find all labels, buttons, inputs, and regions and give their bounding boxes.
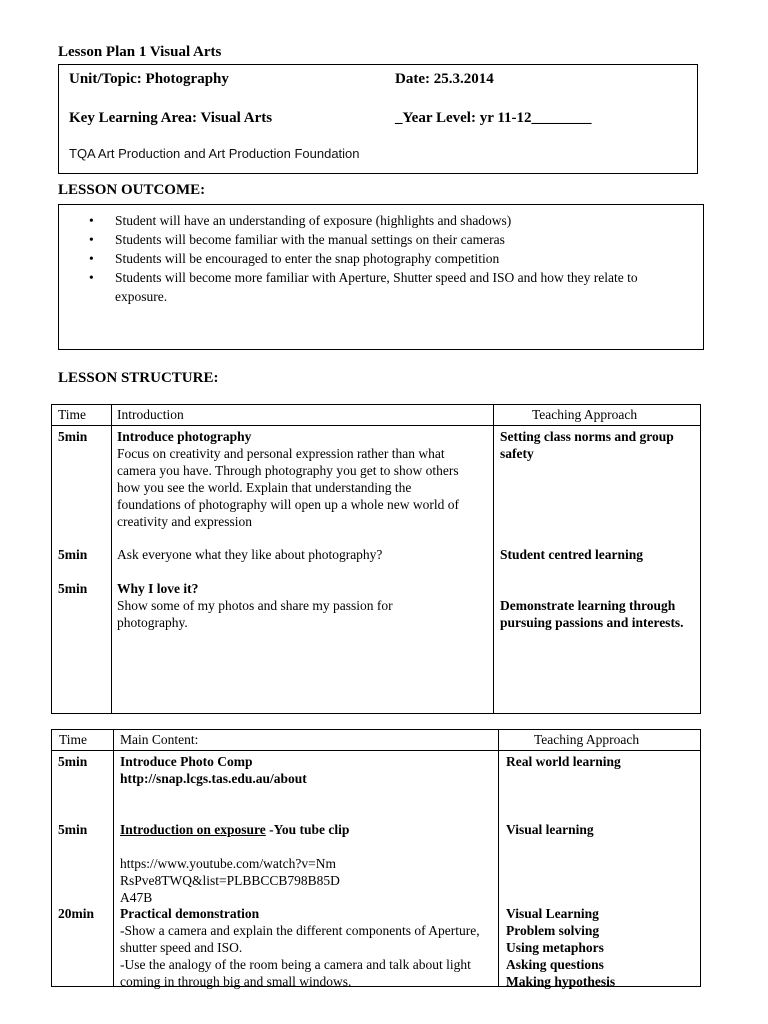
approach-cell: Setting class norms and group safety xyxy=(500,429,674,461)
row-heading: Practical demonstration xyxy=(120,906,260,921)
time-cell: 5min xyxy=(58,754,88,769)
list-item: • Student will have an understanding of exposure (highlights and shadows) xyxy=(89,213,512,228)
lesson-date: Date: 25.3.2014 xyxy=(395,71,494,87)
column-header-teaching-approach: Teaching Approach xyxy=(499,730,701,751)
row-heading: Introduction on exposure xyxy=(120,822,266,837)
row-text: Show some of my photos and share my passion for photography. xyxy=(117,598,393,630)
list-item: • Students will become familiar with the manual settings on their cameras xyxy=(89,232,505,247)
lesson-header-box xyxy=(58,64,698,174)
list-item: Asking questions xyxy=(506,957,604,972)
list-item: • Students will be encouraged to enter the snap photography competition xyxy=(89,251,500,266)
key-learning-area: Key Learning Area: Visual Arts xyxy=(69,110,273,126)
table-row xyxy=(52,751,701,987)
list-item: Problem solving xyxy=(506,923,600,938)
approach-cell: Real world learning xyxy=(506,754,621,769)
year-level: _Year Level: yr 11-12________ xyxy=(395,110,592,126)
course-note: TQA Art Production and Art Production Foundation xyxy=(69,146,360,161)
unit-topic: Unit/Topic: Photography xyxy=(69,71,229,87)
bullet-icon: • xyxy=(89,251,94,266)
approach-cell: Demonstrate learning through pursuing passions and interests. xyxy=(500,598,684,630)
row-heading-suffix: -You tube clip xyxy=(265,822,350,837)
time-cell: 5min xyxy=(58,822,88,837)
table-row xyxy=(52,426,701,714)
bullet-icon: • xyxy=(89,270,94,285)
bullet-icon: • xyxy=(89,232,94,247)
row-heading: Introduce Photo Comp xyxy=(120,754,253,769)
list-item: Making hypothesis xyxy=(506,974,616,989)
lesson-structure-title: LESSON STRUCTURE: xyxy=(58,370,219,386)
lesson-outcome-box xyxy=(58,204,704,350)
row-text: Ask everyone what they like about photography? xyxy=(117,547,383,562)
column-header-teaching-approach: Teaching Approach xyxy=(494,405,701,426)
table-header-row xyxy=(52,730,701,751)
outcome-list xyxy=(89,211,669,306)
column-header-introduction: Introduction xyxy=(112,405,494,426)
row-text: Focus on creativity and personal expression rather than what camera you have. Through photography you get to show others how you see the world. Explain that understanding the foundations of photography will open up a whole new world of creativity and expression xyxy=(117,446,459,529)
row-text: -Show a camera and explain the different components of Aperture, shutter speed and ISO. -Use the analogy of the room being a camera and talk about light coming in through big and small windows. xyxy=(120,923,480,989)
approach-cell: Student centred learning xyxy=(500,547,644,562)
bullet-icon: • xyxy=(89,213,94,228)
column-header-main-content: Main Content: xyxy=(114,730,499,751)
approach-cell: Visual learning xyxy=(506,822,594,837)
row-heading: Why I love it? xyxy=(117,581,199,596)
time-cell: 5min xyxy=(58,429,88,444)
main-content-table xyxy=(51,729,701,987)
list-item: Visual Learning xyxy=(506,906,599,921)
row-heading: Introduce photography xyxy=(117,429,252,444)
document-title: Lesson Plan 1 Visual Arts xyxy=(58,44,222,60)
youtube-link[interactable]: https://www.youtube.com/watch?v=NmRsPve8TWQ&list=PLBBCCB798B85DA47B xyxy=(120,856,340,905)
list-item: • Students will become more familiar with Aperture, Shutter speed and ISO and how they relate to exposure. xyxy=(89,270,638,304)
lesson-outcome-title: LESSON OUTCOME: xyxy=(58,182,206,198)
introduction-table xyxy=(51,404,701,714)
list-item: Using metaphors xyxy=(506,940,604,955)
time-cell: 5min xyxy=(58,581,88,596)
column-header-time: Time xyxy=(52,730,114,751)
time-cell: 5min xyxy=(58,547,88,562)
time-cell: 20min xyxy=(58,906,95,921)
photo-comp-link[interactable]: http://snap.lcgs.tas.edu.au/about xyxy=(120,771,307,786)
approach-list xyxy=(506,905,615,990)
column-header-time: Time xyxy=(52,405,112,426)
table-header-row xyxy=(52,405,701,426)
